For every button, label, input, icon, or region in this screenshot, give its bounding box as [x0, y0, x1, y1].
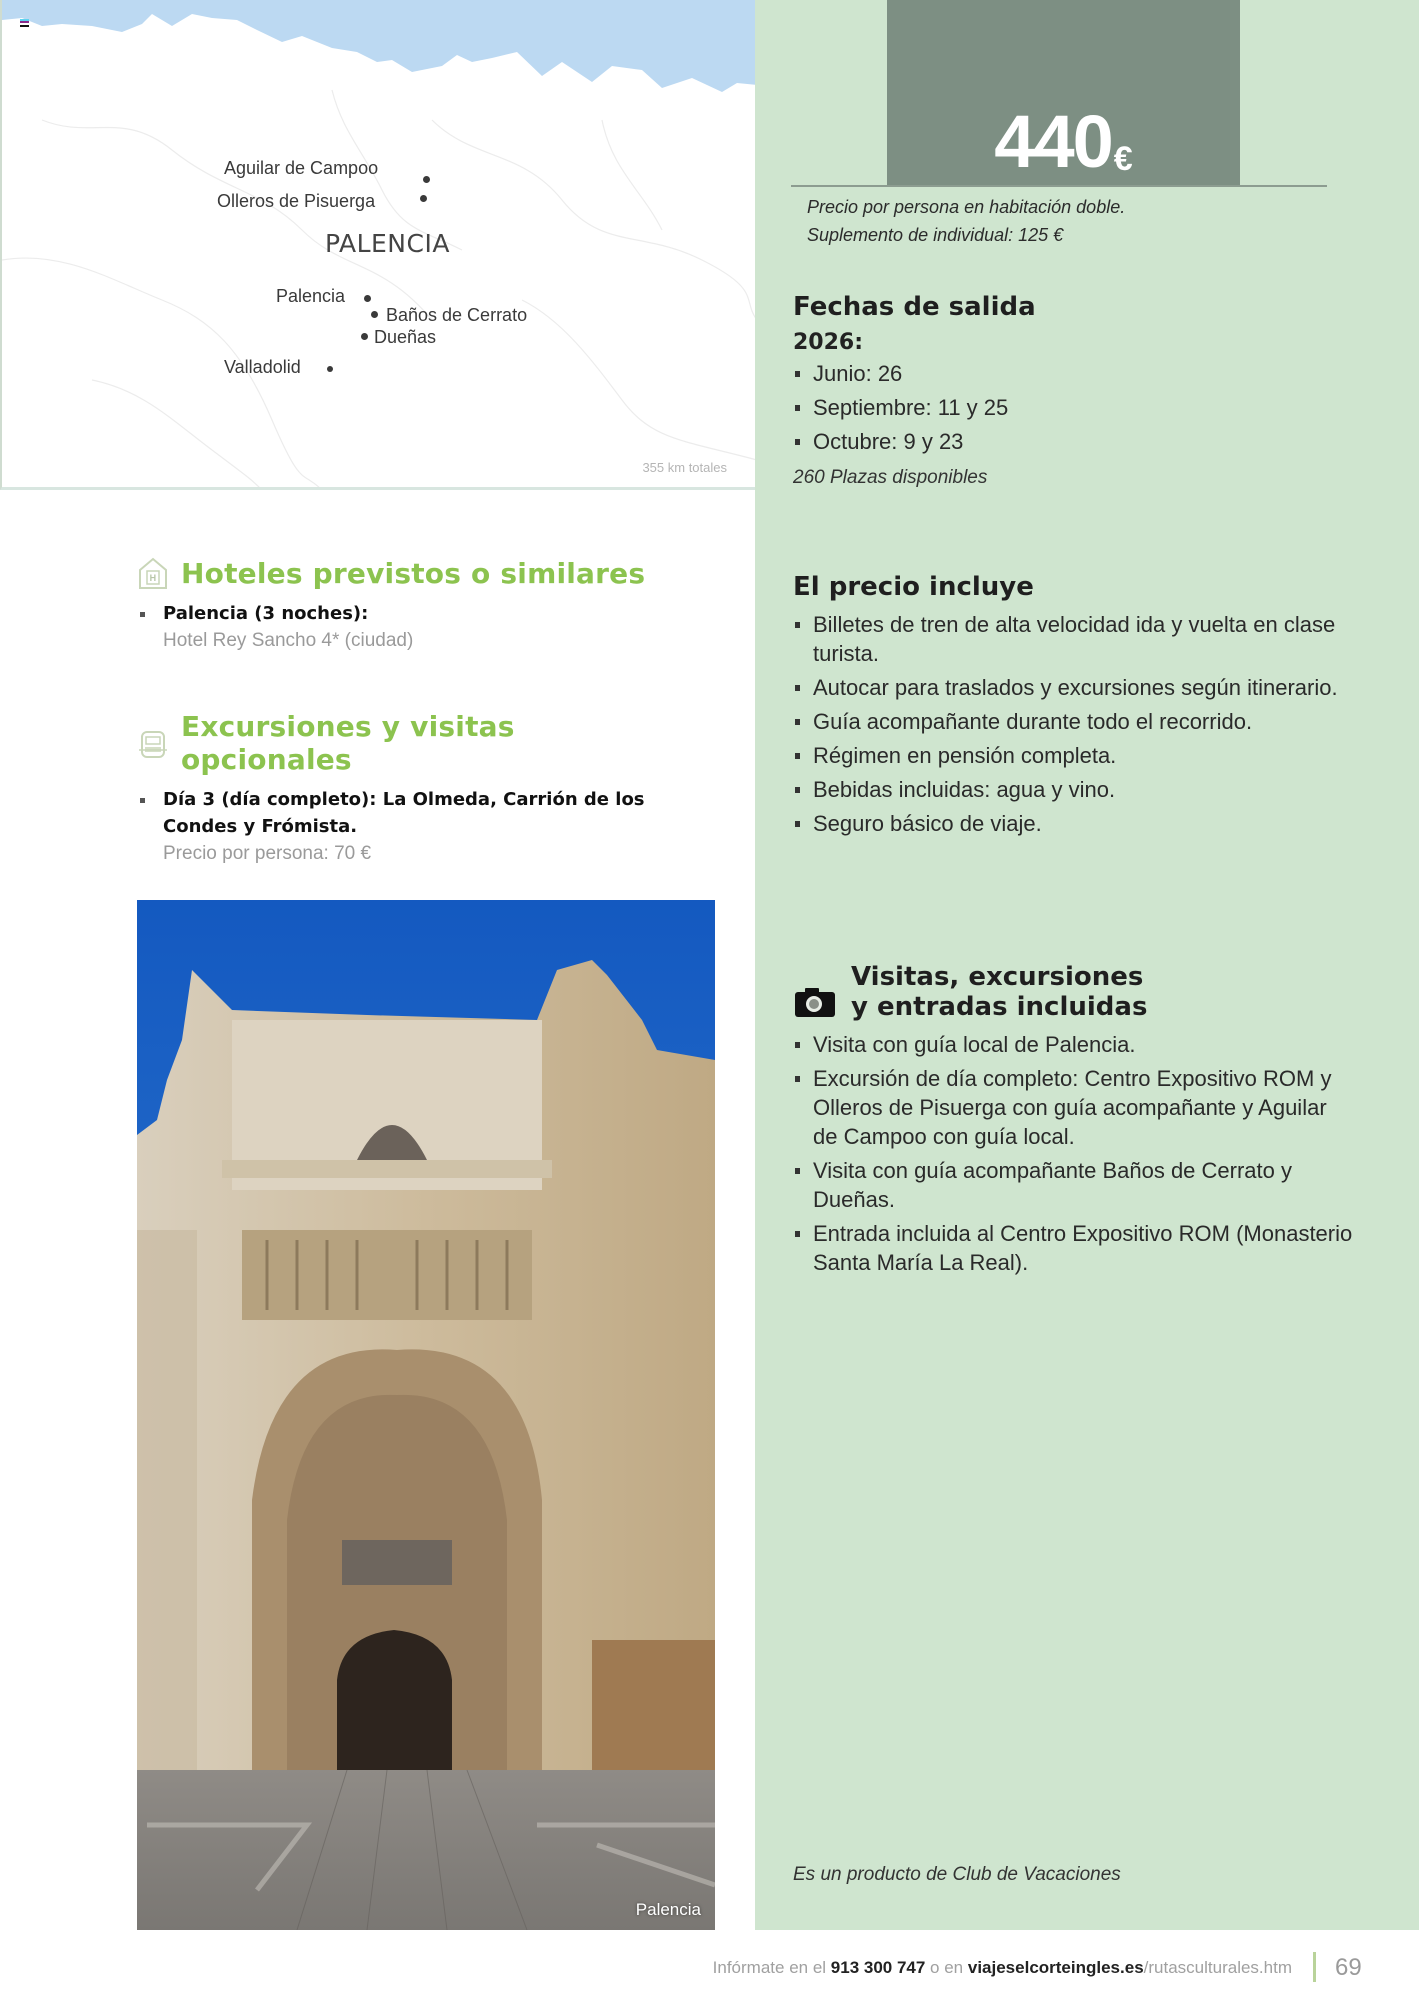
map-marker-duenas — [361, 333, 368, 340]
map-city-aguilar: Aguilar de Campoo — [224, 158, 379, 178]
map-marker-banos — [371, 311, 378, 318]
price-note-single-supplement: Suplemento de individual: 125 € — [807, 225, 1064, 245]
visits-list — [793, 1030, 1353, 1277]
info-panel — [755, 0, 1419, 1930]
optional-item-label: Día 3 (día completo): La Olmeda, Carrión de los Condes y Frómista. — [163, 789, 645, 837]
departure-date: Octubre: 9 y 23 — [793, 427, 1393, 457]
hotels-heading — [137, 556, 737, 590]
page-footer — [0, 1930, 1419, 2000]
website-path[interactable]: /rutasculturales.htm — [1143, 1958, 1292, 1977]
contact-prefix: Infórmate en el — [712, 1958, 831, 1977]
footer-divider — [1313, 1952, 1316, 1982]
svg-text:H: H — [149, 573, 157, 583]
optional-heading — [137, 710, 657, 776]
map-marker-olleros — [420, 195, 427, 202]
route-map — [0, 0, 755, 490]
visits-title-line1: Visitas, excursiones — [851, 962, 1144, 992]
hotel-icon — [137, 556, 169, 590]
departures-year: 2026: — [793, 330, 864, 355]
include-item: Régimen en pensión completa. — [793, 741, 1383, 770]
map-region-label: PALENCIA — [325, 229, 450, 258]
visits-section — [793, 962, 1353, 1282]
visits-heading — [793, 962, 1353, 1022]
includes-list — [793, 610, 1383, 838]
includes-title: El precio incluye — [793, 572, 1034, 602]
optional-title: Excursiones y visitas opcionales — [181, 710, 515, 776]
includes-section — [793, 572, 1383, 843]
hotels-section — [137, 556, 737, 654]
price-note — [807, 193, 1125, 249]
include-item: Billetes de tren de alta velocidad ida y vuelta en clase turista. — [793, 610, 1383, 668]
visit-item: Visita con guía local de Palencia. — [793, 1030, 1353, 1059]
map-city-valladolid: Valladolid — [224, 357, 301, 377]
map-marker-valladolid — [327, 366, 333, 372]
price-currency: € — [1113, 140, 1133, 178]
visits-title-line2: y entradas incluidas — [851, 992, 1148, 1022]
map-city-duenas: Dueñas — [374, 327, 437, 347]
map-marker-palencia — [364, 295, 371, 302]
cathedral-illustration — [137, 900, 715, 1930]
optional-excursions-section — [137, 710, 657, 867]
price-divider — [791, 185, 1327, 187]
price-box — [887, 0, 1240, 185]
visit-item: Visita con guía acompañante Baños de Cerrato y Dueñas. — [793, 1156, 1353, 1214]
map-scale-note: 355 km totales — [642, 460, 727, 475]
include-item: Guía acompañante durante todo el recorrido. — [793, 707, 1383, 736]
photo-caption: Palencia — [635, 1900, 701, 1919]
bus-icon — [137, 726, 169, 760]
page-number: 69 — [1335, 1954, 1362, 1981]
visit-item: Excursión de día completo: Centro Expositivo ROM y Olleros de Pisuerga con guía acompañante y Aguilar de Campoo con guía local. — [793, 1064, 1353, 1151]
map-marker-aguilar — [423, 176, 430, 183]
visits-title — [851, 962, 1147, 1022]
optional-item — [137, 786, 657, 867]
product-note: Es un producto de Club de Vacaciones — [793, 1864, 1121, 1885]
contact-phone[interactable]: 913 300 747 — [830, 1958, 926, 1977]
map-city-palencia: Palencia — [276, 286, 346, 306]
flag-icon — [20, 19, 29, 27]
optional-item-price: Precio por persona: 70 € — [163, 843, 372, 864]
include-item: Autocar para traslados y excursiones según itinerario. — [793, 673, 1383, 702]
website-link[interactable]: viajeselcorteingles.es — [967, 1958, 1144, 1977]
include-item: Bebidas incluidas: agua y vino. — [793, 775, 1383, 804]
contact-info — [713, 1958, 1292, 1978]
map-city-banos: Baños de Cerrato — [386, 305, 528, 325]
price-value: 440 — [994, 100, 1112, 183]
camera-icon — [793, 986, 837, 1018]
contact-middle: o en — [925, 1958, 968, 1977]
availability-note: 260 Plazas disponibles — [793, 467, 988, 488]
hotel-city: Palencia (3 noches): — [163, 603, 369, 624]
departure-date: Junio: 26 — [793, 359, 1393, 389]
cathedral-photo — [137, 900, 715, 1930]
hotel-item — [137, 600, 737, 654]
departure-date: Septiembre: 11 y 25 — [793, 393, 1393, 423]
hotels-title: Hoteles previstos o similares — [181, 556, 646, 590]
include-item: Seguro básico de viaje. — [793, 809, 1383, 838]
visit-item: Entrada incluida al Centro Expositivo ROM (Monasterio Santa María La Real). — [793, 1219, 1353, 1277]
price-note-double: Precio por persona en habitación doble. — [807, 197, 1126, 217]
hotel-name: Hotel Rey Sancho 4* (ciudad) — [163, 630, 414, 651]
departures-section — [793, 292, 1393, 489]
map-city-olleros: Olleros de Pisuerga — [217, 191, 376, 211]
departures-title: Fechas de salida — [793, 292, 1036, 322]
departures-list — [793, 359, 1393, 457]
